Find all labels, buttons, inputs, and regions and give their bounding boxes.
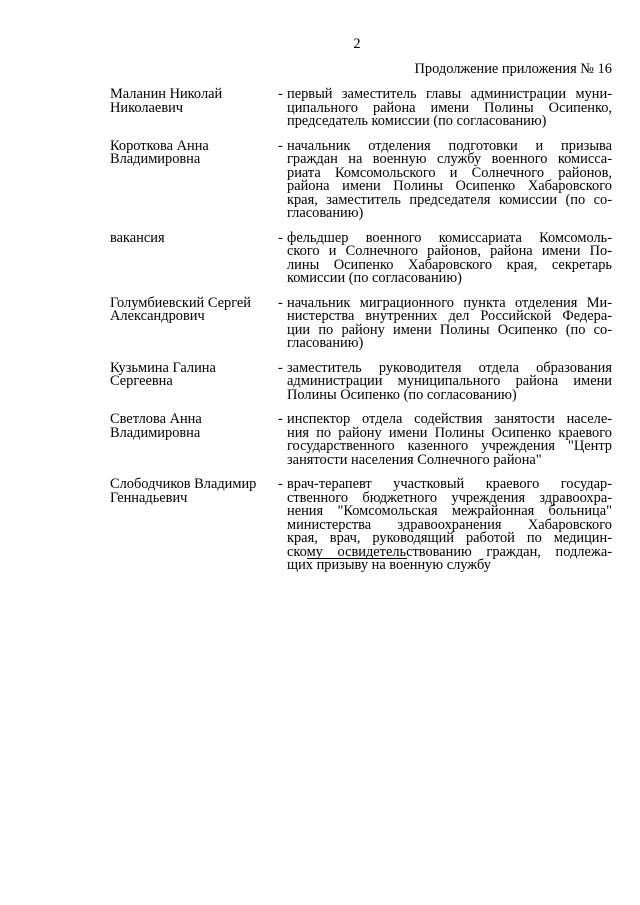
- member-row: [110, 137, 612, 221]
- member-role: заместитель руководителя отдела образования администрации муниципального района имени Полины Осипенко (по согласованию): [287, 359, 612, 403]
- commission-members-list: [110, 88, 612, 573]
- member-role: врач-терапевт участковый краевого государ- ственного бюджетного учреждения здравоохра- нения "Комсомольская межрайонная больница" министерства здравоохранения Хабаровского края, врач, руководящий работой по медицин- скому освидетельствованию граждан, подлежа- щих призыву на военную службу: [287, 476, 612, 573]
- end-separator-line: [307, 558, 407, 559]
- dash-separator: -: [278, 294, 283, 311]
- appendix-continuation-label: Продолжение приложения № 16: [414, 61, 612, 77]
- member-role: инспектор отдела содействия занятости населе- ния по району имени Полины Осипенко краевого государственного казенного учреждения "Центр занятости населения Солнечного района": [287, 411, 612, 468]
- member-role: фельдшер военного комиссариата Комсомоль- ского и Солнечного районов, района имени По- лины Осипенко Хабаровского края, секретарь комиссии (по согласованию): [287, 229, 612, 286]
- member-row: [110, 294, 612, 351]
- member-role: начальник миграционного пункта отделения Ми- нистерства внутренних дел Российской Федера- ции по району имени Полины Осипенко (по со- гласованию): [287, 294, 612, 351]
- member-name: Короткова Анна Владимировна: [110, 137, 209, 167]
- dash-separator: -: [278, 359, 283, 376]
- dash-separator: -: [278, 229, 283, 246]
- member-row: [110, 413, 612, 467]
- member-row: [110, 359, 612, 403]
- dash-separator: -: [278, 476, 283, 492]
- dash-separator: -: [278, 86, 283, 102]
- dash-separator: -: [278, 411, 283, 427]
- member-name: вакансия: [110, 229, 165, 246]
- member-name: Светлова Анна Владимировна: [110, 411, 202, 441]
- member-row: [110, 229, 612, 286]
- page-number: 2: [353, 36, 361, 52]
- member-name: Маланин Николай Николаевич: [110, 86, 223, 116]
- member-name: Голумбиевский Сергей Александрович: [110, 294, 252, 324]
- dash-separator: -: [278, 137, 283, 154]
- member-name: Слободчиков Владимир Геннадьевич: [110, 476, 257, 506]
- member-row: [110, 88, 612, 129]
- member-role: первый заместитель главы администрации муни- ципального района имени Полины Осипенко, председатель комиссии (по согласованию): [287, 86, 612, 129]
- member-role: начальник отделения подготовки и призыва граждан на военную службу военного комисса- риата Комсомольского и Солнечного районов, района имени Полины Осипенко Хабаровского края, заместитель председателя комиссии (по со- гласованию): [287, 137, 612, 221]
- member-name: Кузьмина Галина Сергеевна: [110, 359, 216, 389]
